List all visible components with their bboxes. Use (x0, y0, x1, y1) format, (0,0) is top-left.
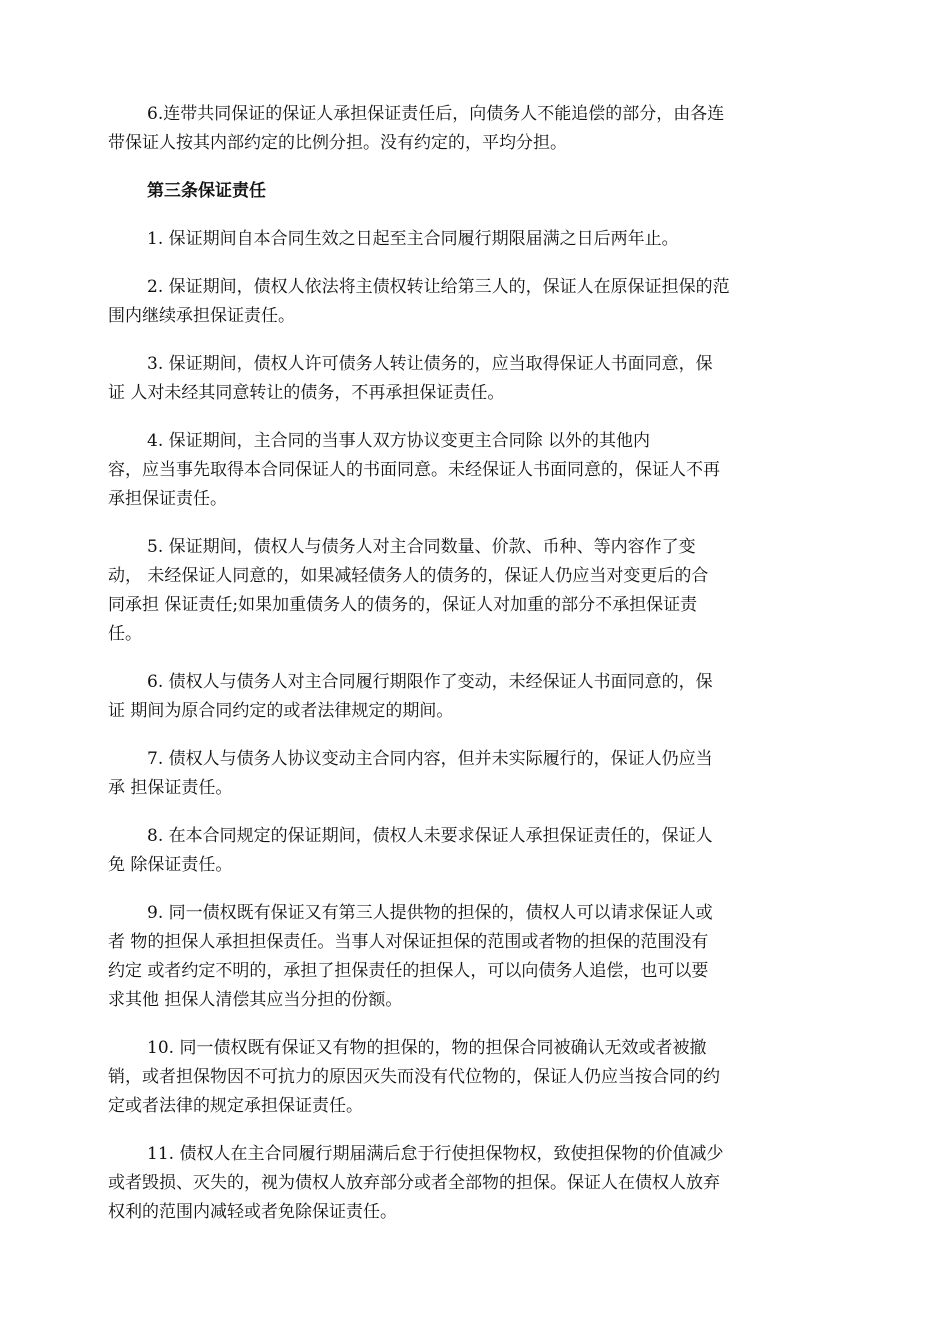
paragraph-line: 者 物的担保人承担担保责任。当事人对保证担保的范围或者物的担保的范围没有 (108, 932, 709, 952)
paragraph-line: 带保证人按其内部约定的比例分担。没有约定的，平均分担。 (108, 133, 567, 153)
paragraph-line: 11. 债权人在主合同履行期届满后怠于行使担保物权，致使担保物的价值减少 (147, 1144, 724, 1164)
clause-6 (108, 668, 842, 726)
paragraph-line: 8. 在本合同规定的保证期间，债权人未要求保证人承担保证责任的，保证人 (147, 826, 713, 846)
paragraph-line: 证 期间为原合同约定的或者法律规定的期间。 (108, 701, 454, 721)
paragraph-line: 免 除保证责任。 (108, 855, 233, 875)
paragraph-line: 或者毁损、灭失的，视为债权人放弃部分或者全部物的担保。保证人在债权人放弃 (108, 1173, 720, 1193)
paragraph-line: 1. 保证期间自本合同生效之日起至主合同履行期限届满之日后两年止。 (147, 229, 679, 249)
paragraph-line: 5. 保证期间，债权人与债务人对主合同数量、价款、币种、等内容作了变 (147, 537, 696, 557)
clause-7 (108, 745, 842, 803)
paragraph-line: 6. 债权人与债务人对主合同履行期限作了变动，未经保证人书面同意的，保 (147, 672, 713, 692)
paragraph-line: 3. 保证期间，债权人许可债务人转让债务的，应当取得保证人书面同意，保 (147, 354, 713, 374)
paragraph-line: 7. 债权人与债务人协议变动主合同内容，但并未实际履行的，保证人仍应当 (147, 749, 713, 769)
section-heading: 第三条保证责任 (147, 181, 266, 201)
paragraph-line: 定或者法律的规定承担保证责任。 (108, 1096, 363, 1116)
paragraph-line: 约定 或者约定不明的，承担了担保责任的担保人，可以向债务人追偿，也可以要 (108, 961, 709, 981)
paragraph-line: 容，应当事先取得本合同保证人的书面同意。未经保证人书面同意的，保证人不再 (108, 460, 720, 480)
paragraph-line: 围内继续承担保证责任。 (108, 306, 295, 326)
paragraph-line: 2. 保证期间，债权人依法将主债权转让给第三人的，保证人在原保证担保的范 (147, 277, 730, 297)
intro-paragraph (108, 100, 842, 158)
clause-10 (108, 1034, 842, 1121)
paragraph-line: 9. 同一债权既有保证又有第三人提供物的担保的，债权人可以请求保证人或 (147, 903, 713, 923)
paragraph-line: 证 人对未经其同意转让的债务，不再承担保证责任。 (108, 383, 505, 403)
clause-2 (108, 273, 842, 331)
paragraph-line: 10. 同一债权既有保证又有物的担保的，物的担保合同被确认无效或者被撤 (147, 1038, 707, 1058)
clause-1 (108, 225, 842, 254)
paragraph-line: 6.连带共同保证的保证人承担保证责任后，向债务人不能追偿的部分，由各连 (147, 104, 725, 124)
paragraph-line: 任。 (108, 624, 142, 644)
paragraph-line: 权利的范围内减轻或者免除保证责任。 (108, 1202, 397, 1222)
paragraph-line: 4. 保证期间，主合同的当事人双方协议变更主合同除 以外的其他内 (147, 431, 651, 451)
paragraph-line: 承 担保证责任。 (108, 778, 233, 798)
paragraph-line: 同承担 保证责任;如果加重债务人的债务的，保证人对加重的部分不承担保证责 (108, 595, 698, 615)
clause-4 (108, 427, 842, 514)
clause-5 (108, 533, 842, 649)
clause-8 (108, 822, 842, 880)
paragraph-line: 销，或者担保物因不可抗力的原因灭失而没有代位物的，保证人仍应当按合同的约 (108, 1067, 720, 1087)
paragraph-line: 求其他 担保人清偿其应当分担的份额。 (108, 990, 403, 1010)
clause-11 (108, 1140, 842, 1227)
clause-9 (108, 899, 842, 1015)
paragraph-line: 承担保证责任。 (108, 489, 227, 509)
paragraph-line: 动， 未经保证人同意的，如果减轻债务人的债务的，保证人仍应当对变更后的合 (108, 566, 709, 586)
clause-3 (108, 350, 842, 408)
